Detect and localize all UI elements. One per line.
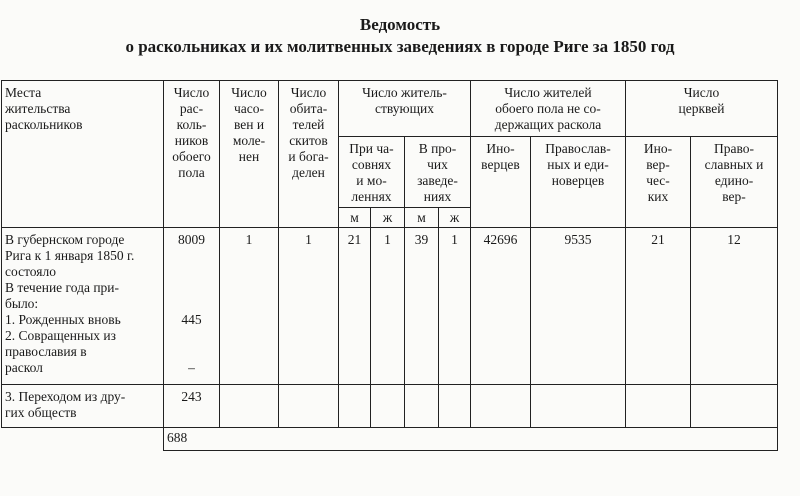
row1-raskolnikov-a: 8009 — [178, 232, 205, 247]
row1-pravoslavnyh: 9535 — [531, 228, 626, 385]
table-row — [2, 428, 778, 451]
row1-chasoven: 1 — [220, 228, 279, 385]
document-title — [0, 14, 800, 58]
empty-cell — [471, 385, 531, 428]
header-m-2: м — [405, 208, 439, 228]
header-zh-1: ж — [371, 208, 405, 228]
table-row — [2, 228, 778, 385]
empty-cell — [2, 428, 164, 451]
title-line-2: о раскольниках и их молитвенных заведениях в городе Риге за 1850 год — [125, 37, 675, 56]
header-num-raskolnikov: Число рас- коль- ников обоего пола — [164, 81, 220, 228]
row1-inovercheskih: 21 — [626, 228, 691, 385]
header-inovertsev: Ино- верцев — [471, 137, 531, 228]
header-pravoslavnyh-edinover: Право- славных и едино- вер- — [691, 137, 778, 228]
row1-raskolnikov-c: – — [188, 360, 195, 375]
row2-place: 3. Переходом из дру- гих обществ — [2, 385, 164, 428]
row1-raskolnikov-cell — [164, 228, 220, 385]
row1-place: В губернском городе Рига к 1 января 1850 г. состояло В течение года при- было: 1. Рожденных вновь 2. Совращенных из православия в раскол — [2, 228, 164, 385]
header-places: Места жительства раскольников — [2, 81, 164, 228]
header-num-zhitelstv: Число житель- ствующих — [339, 81, 471, 137]
empty-cell — [405, 385, 439, 428]
header-num-obitateley: Число обита- телей скитов и бога- делен — [279, 81, 339, 228]
header-pri-chasovnyah: При ча- совнях и мо- леннях — [339, 137, 405, 208]
row1-pri-zh: 1 — [371, 228, 405, 385]
row1-pravoslavnyh-edin: 12 — [691, 228, 778, 385]
header-num-chasoven: Число часо- вен и моле- нен — [220, 81, 279, 228]
row1-inovertsev: 42696 — [471, 228, 531, 385]
row1-raskolnikov-b: 445 — [181, 312, 202, 327]
row1-proch-zh: 1 — [439, 228, 471, 385]
empty-cell — [626, 385, 691, 428]
empty-cell — [691, 385, 778, 428]
header-num-tserkvey: Число церквей — [626, 81, 778, 137]
header-num-zhiteley-ne: Число жителей обоего пола не со- держащих раскола — [471, 81, 626, 137]
title-line-1: Ведомость — [359, 15, 441, 34]
header-pravoslavnyh: Православ- ных и еди- новерцев — [531, 137, 626, 228]
row2-raskolnikov: 243 — [164, 385, 220, 428]
empty-cell — [279, 385, 339, 428]
empty-cell — [439, 385, 471, 428]
empty-cell — [371, 385, 405, 428]
header-m-1: м — [339, 208, 371, 228]
header-v-prochih: В про- чих заведе- ниях — [405, 137, 471, 208]
table-row — [2, 385, 778, 428]
header-zh-2: ж — [439, 208, 471, 228]
row1-proch-m: 39 — [405, 228, 439, 385]
row1-pri-m: 21 — [339, 228, 371, 385]
empty-cell — [220, 385, 279, 428]
row1-obitateley: 1 — [279, 228, 339, 385]
statement-table — [1, 80, 778, 451]
empty-cell — [339, 385, 371, 428]
header-inovercheskih: Ино- вер- чес- ких — [626, 137, 691, 228]
empty-cell — [531, 385, 626, 428]
row3-total: 688 — [164, 428, 778, 451]
